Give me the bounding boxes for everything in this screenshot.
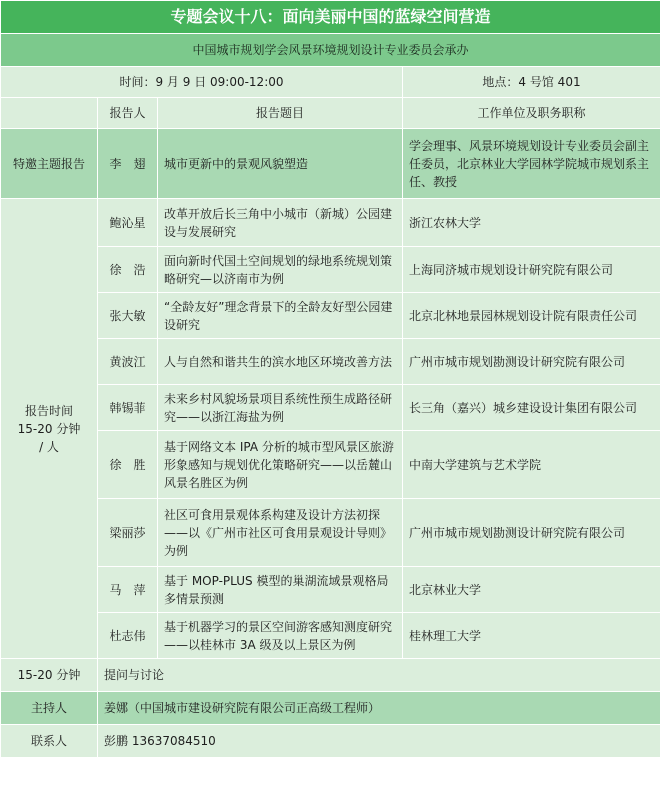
discussion-label: 15-20 分钟 [1,659,98,692]
keynote-speaker: 李 翅 [98,129,158,199]
report-speaker: 马 萍 [98,567,158,613]
keynote-label: 特邀主题报告 [1,129,98,199]
table-row [1,247,660,293]
header-blank [1,98,98,129]
report-topic: 人与自然和谐共生的滨水地区环境改善方法 [158,339,403,385]
report-affiliation: 桂林理工大学 [403,613,660,659]
report-affiliation: 北京林业大学 [403,567,660,613]
report-speaker: 梁丽莎 [98,499,158,567]
report-affiliation: 上海同济城市规划设计研究院有限公司 [403,247,660,293]
host-label: 主持人 [1,692,98,725]
session-title: 专题会议十八：面向美丽中国的蓝绿空间营造 [1,1,660,34]
contact-label: 联系人 [1,725,98,758]
organizer: 中国城市规划学会风景环境规划设计专业委员会承办 [1,34,660,67]
header-speaker: 报告人 [98,98,158,129]
header-topic: 报告题目 [158,98,403,129]
report-affiliation: 中南大学建筑与艺术学院 [403,431,660,499]
table-row [1,431,660,499]
keynote-topic: 城市更新中的景观风貌塑造 [158,129,403,199]
table-row [1,385,660,431]
report-speaker: 徐 浩 [98,247,158,293]
report-speaker: 黄波江 [98,339,158,385]
report-speaker: 韩锡菲 [98,385,158,431]
report-affiliation: 长三角（嘉兴）城乡建设设计集团有限公司 [403,385,660,431]
table-row [1,613,660,659]
report-affiliation: 广州市城市规划勘测设计研究院有限公司 [403,499,660,567]
report-speaker: 徐 胜 [98,431,158,499]
report-topic: 未来乡村风貌场景项目系统性预生成路径研究——以浙江海盐为例 [158,385,403,431]
session-location: 地点：4 号馆 401 [403,67,660,98]
session-time: 时间：9 月 9 日 09:00-12:00 [1,67,403,98]
report-topic: 社区可食用景观体系构建及设计方法初探——以《广州市社区可食用景观设计导则》为例 [158,499,403,567]
report-topic: “全龄友好”理念背景下的全龄友好型公园建设研究 [158,293,403,339]
report-topic: 面向新时代国土空间规划的绿地系统规划策略研究—以济南市为例 [158,247,403,293]
table-row [1,567,660,613]
report-affiliation: 浙江农林大学 [403,199,660,247]
report-speaker: 鲍沁星 [98,199,158,247]
table-row [1,199,660,247]
report-topic: 基于机器学习的景区空间游客感知测度研究——以桂林市 3A 级及以上景区为例 [158,613,403,659]
contact-text: 彭鹏 13637084510 [98,725,660,758]
table-row [1,339,660,385]
table-row [1,499,660,567]
host-text: 姜娜（中国城市建设研究院有限公司正高级工程师） [98,692,660,725]
keynote-affiliation: 学会理事、风景环境规划设计专业委员会副主任委员，北京林业大学园林学院城市规划系主任、教授 [403,129,660,199]
table-row [1,293,660,339]
report-topic: 基于 MOP-PLUS 模型的巢湖流域景观格局多情景预测 [158,567,403,613]
discussion-text: 提问与讨论 [98,659,660,692]
report-affiliation: 北京北林地景园林规划设计院有限责任公司 [403,293,660,339]
report-topic: 改革开放后长三角中小城市（新城）公园建设与发展研究 [158,199,403,247]
report-speaker: 张大敏 [98,293,158,339]
report-affiliation: 广州市城市规划勘测设计研究院有限公司 [403,339,660,385]
report-speaker: 杜志伟 [98,613,158,659]
report-time-label: 报告时间 15-20 分钟 / 人 [1,199,98,659]
report-topic: 基于网络文本 IPA 分析的城市型风景区旅游形象感知与规划优化策略研究——以岳麓山风景名胜区为例 [158,431,403,499]
header-affiliation: 工作单位及职务职称 [403,98,660,129]
